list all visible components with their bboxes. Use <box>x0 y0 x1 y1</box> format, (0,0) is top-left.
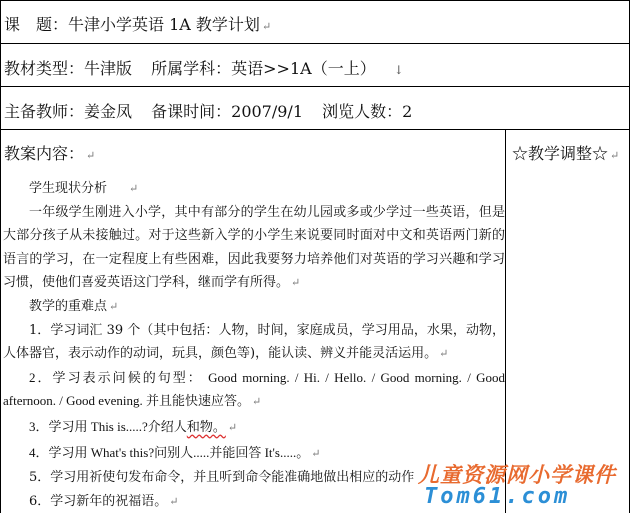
paragraph-mark-icon: ↵ <box>610 149 620 162</box>
paragraph-mark-icon: ↵ <box>311 447 321 460</box>
analysis-paragraph: 一年级学生刚进入小学，其中有部分的学生在幼儿园或多或少学过一些英语，但是大部分孩子从未接触过。对于这些新入学的小学生来说要同时面对中文和英语两门新的语言的学习，在一定程度上有些困难，因此我要努力培养他们对英语的学习兴趣和学习习惯，使他们喜爱英语这门学科，继而学有所得。 ↵ <box>3 204 505 291</box>
section-title-analysis: 学生现状分析 ↵ <box>29 181 139 196</box>
topic-value: 牛津小学英语 1A 教学计划 <box>68 15 260 34</box>
paragraph-mark-icon: ↵ <box>291 276 301 290</box>
rule-2 <box>0 86 630 87</box>
rule-3 <box>0 129 630 130</box>
material-row <box>4 56 404 79</box>
watermark-url: Tom61.com <box>424 484 571 509</box>
teacher-label: 主备教师： <box>4 102 85 121</box>
paragraph-mark-icon: ↵ <box>251 396 262 409</box>
list-item-greetings: 2．学习表示问候的句型： Good morning. / Hi. / Hello. / Good morning. / Good afternoon. / Good evening. 并且能快速应答。 ↵ <box>3 369 505 409</box>
views-label: 浏览人数： <box>322 102 403 121</box>
watermark-title: 儿童资源网小学课件 <box>418 463 616 487</box>
rule-1 <box>0 43 630 44</box>
teacher-value: 姜金凤 <box>84 102 133 121</box>
paragraph-mark-icon: ↵ <box>86 149 96 162</box>
list-item-imperative: 5．学习用祈使句发布命令，并且听到命令能准确地做出相应的动作 <box>29 470 415 486</box>
content-label: 教案内容： ↵ <box>4 144 96 163</box>
topic-label: 课 题： <box>4 15 69 34</box>
list-item-new-year: 6．学习新年的祝福语。 ↵ <box>29 493 179 509</box>
views-value: 2 <box>402 102 413 121</box>
paragraph-mark-icon: ↵ <box>439 347 449 361</box>
list-item-introduce: 3．学习用 This is.....?介绍人和物。 ↵ <box>29 418 238 434</box>
subject-value: 英语>>1A（一上） <box>231 59 376 78</box>
subject-label: 所属学科： <box>151 59 232 78</box>
date-value: 2007/9/1 <box>231 102 303 121</box>
paragraph-mark-icon: ↵ <box>129 182 139 195</box>
list-item-what-is-this: 4．学习用 What's this?问别人.....并能回答 It's.....。 ↵ <box>29 444 321 460</box>
paragraph-mark-icon: ↵ <box>169 494 179 508</box>
topic-row <box>4 12 271 35</box>
paragraph-mark-icon: ↵ <box>109 299 119 313</box>
site-watermark <box>418 459 628 511</box>
material-label: 教材类型： <box>4 59 85 78</box>
teaching-adjust-label: ☆教学调整☆ ↵ <box>512 144 620 163</box>
list-item-vocabulary: 1．学习词汇 39 个（其中包括：人物，时间，家庭成员，学习用品，水果，动物，人体器官，表示动作的动词，玩具，颜色等)，能认读、辨义并能灵活运用。 ↵ <box>3 322 505 362</box>
column-divider <box>505 130 506 513</box>
teacher-row <box>4 99 412 122</box>
section-title-key-points: 教学的重难点 ↵ <box>29 298 119 314</box>
down-arrow-icon: ↓ <box>393 63 404 77</box>
date-label: 备课时间： <box>151 102 232 121</box>
material-value: 牛津版 <box>84 59 133 78</box>
rule-top <box>0 0 630 1</box>
paragraph-mark-icon: ↵ <box>261 20 272 33</box>
paragraph-mark-icon: ↵ <box>227 421 238 434</box>
